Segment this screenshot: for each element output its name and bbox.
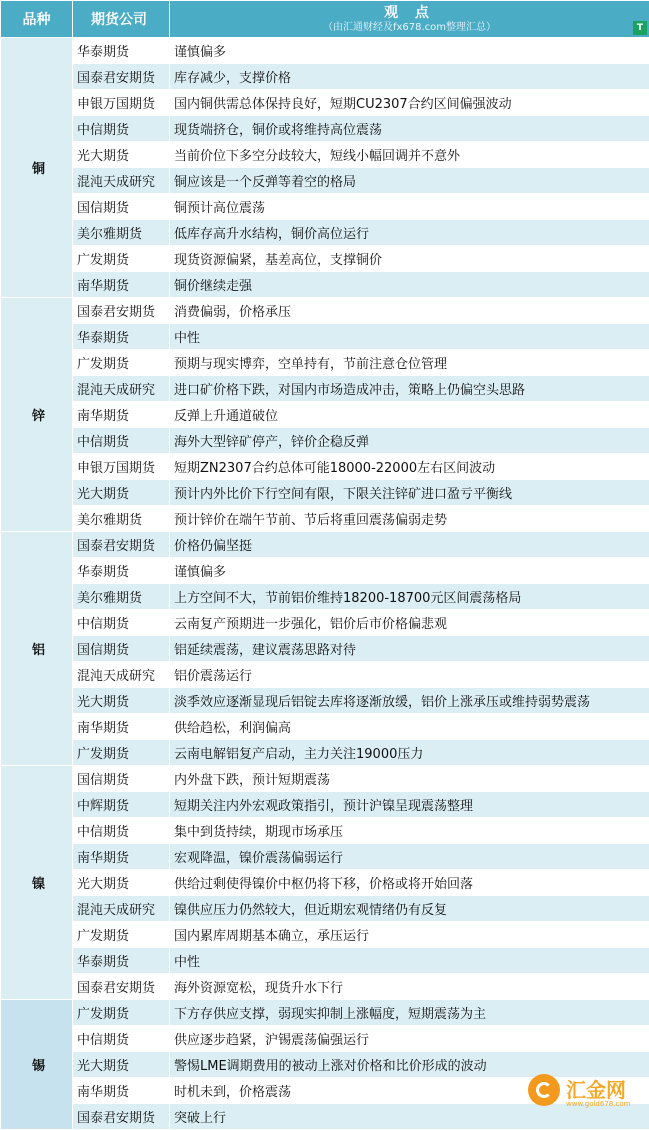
view-cell: 海外大型锌矿停产，锌价企稳反弹 bbox=[170, 428, 649, 454]
company-cell: 广发期货 bbox=[73, 1000, 170, 1026]
company-cell: 南华期货 bbox=[73, 272, 170, 298]
company-cell: 混沌天成研究 bbox=[73, 662, 170, 688]
table-row bbox=[1, 324, 649, 350]
table-row bbox=[1, 1000, 649, 1026]
table-row bbox=[1, 116, 649, 142]
view-cell: 海外资源宽松，现货升水下行 bbox=[170, 974, 649, 1000]
header-company: 期货公司 bbox=[73, 1, 170, 38]
table-row bbox=[1, 246, 649, 272]
view-cell: 进口矿价格下跌，对国内市场造成冲击，策略上仍偏空头思路 bbox=[170, 376, 649, 402]
view-cell: 铜预计高位震荡 bbox=[170, 194, 649, 220]
company-cell: 国泰君安期货 bbox=[73, 1104, 170, 1130]
view-cell: 谨慎偏多 bbox=[170, 38, 649, 64]
company-cell: 光大期货 bbox=[73, 870, 170, 896]
table-row bbox=[1, 350, 649, 376]
table-body bbox=[1, 38, 649, 1130]
company-cell: 广发期货 bbox=[73, 246, 170, 272]
table-row bbox=[1, 376, 649, 402]
table-row bbox=[1, 896, 649, 922]
view-cell: 突破上行 bbox=[170, 1104, 649, 1130]
view-cell: 供给趋松，利润偏高 bbox=[170, 714, 649, 740]
logo-icon bbox=[528, 1074, 560, 1106]
company-cell: 光大期货 bbox=[73, 1052, 170, 1078]
view-cell: 内外盘下跌，预计短期震荡 bbox=[170, 766, 649, 792]
company-cell: 国泰君安期货 bbox=[73, 298, 170, 324]
company-cell: 混沌天成研究 bbox=[73, 168, 170, 194]
company-cell: 华泰期货 bbox=[73, 324, 170, 350]
view-cell: 库存减少，支撑价格 bbox=[170, 64, 649, 90]
company-cell: 广发期货 bbox=[73, 922, 170, 948]
table-row bbox=[1, 142, 649, 168]
table-row bbox=[1, 818, 649, 844]
company-cell: 广发期货 bbox=[73, 350, 170, 376]
view-cell: 铜价继续走强 bbox=[170, 272, 649, 298]
table-row bbox=[1, 64, 649, 90]
table-row bbox=[1, 454, 649, 480]
view-cell: 云南复产预期进一步强化，铝价后市价格偏悲观 bbox=[170, 610, 649, 636]
view-cell: 预计锌价在端午节前、节后将重回震荡偏弱走势 bbox=[170, 506, 649, 532]
table-row bbox=[1, 402, 649, 428]
table-row bbox=[1, 428, 649, 454]
table-row bbox=[1, 870, 649, 896]
company-cell: 申银万国期货 bbox=[73, 454, 170, 480]
table-row bbox=[1, 948, 649, 974]
table-row bbox=[1, 974, 649, 1000]
company-cell: 国信期货 bbox=[73, 636, 170, 662]
view-cell: 中性 bbox=[170, 324, 649, 350]
view-cell: 谨慎偏多 bbox=[170, 558, 649, 584]
variety-cell: 锡 bbox=[1, 1000, 73, 1130]
watermark bbox=[528, 1072, 638, 1112]
view-cell: 现货端挤仓，铜价或将维持高位震荡 bbox=[170, 116, 649, 142]
view-cell: 上方空间不大，节前铝价维持18200-18700元区间震荡格局 bbox=[170, 584, 649, 610]
company-cell: 华泰期货 bbox=[73, 38, 170, 64]
view-cell: 反弹上升通道破位 bbox=[170, 402, 649, 428]
company-cell: 中信期货 bbox=[73, 818, 170, 844]
view-cell: 供应逐步趋紧，沪锡震荡偏强运行 bbox=[170, 1026, 649, 1052]
table-row bbox=[1, 792, 649, 818]
table-row bbox=[1, 90, 649, 116]
company-cell: 广发期货 bbox=[73, 740, 170, 766]
view-cell: 预计内外比价下行空间有限，下限关注锌矿进口盈亏平衡线 bbox=[170, 480, 649, 506]
table-row bbox=[1, 740, 649, 766]
watermark-url: www.gold678.com bbox=[566, 1100, 631, 1108]
view-cell: 淡季效应逐渐显现后铝锭去库将逐渐放缓，铝价上涨承压或维持弱势震荡 bbox=[170, 688, 649, 714]
company-cell: 华泰期货 bbox=[73, 948, 170, 974]
view-cell: 预期与现实博弈，空单持有，节前注意仓位管理 bbox=[170, 350, 649, 376]
view-cell: 时机未到，价格震荡 bbox=[170, 1078, 649, 1104]
company-cell: 中信期货 bbox=[73, 610, 170, 636]
header-variety: 品种 bbox=[1, 1, 73, 38]
view-cell: 国内累库周期基本确立，承压运行 bbox=[170, 922, 649, 948]
company-cell: 华泰期货 bbox=[73, 558, 170, 584]
view-cell: 下方存供应支撑，弱现实抑制上涨幅度，短期震荡为主 bbox=[170, 1000, 649, 1026]
company-cell: 美尔雅期货 bbox=[73, 584, 170, 610]
view-cell: 铝价震荡运行 bbox=[170, 662, 649, 688]
table-row bbox=[1, 922, 649, 948]
variety-cell: 镍 bbox=[1, 766, 73, 1000]
view-cell: 低库存高升水结构，铜价高位运行 bbox=[170, 220, 649, 246]
watermark-brand: 汇金网 bbox=[566, 1078, 626, 1102]
variety-cell: 铜 bbox=[1, 38, 73, 298]
table-row bbox=[1, 38, 649, 64]
table-row bbox=[1, 688, 649, 714]
table-row bbox=[1, 766, 649, 792]
view-cell: 集中到货持续，期现市场承压 bbox=[170, 818, 649, 844]
view-cell: 镍供应压力仍然较大，但近期宏观情绪仍有反复 bbox=[170, 896, 649, 922]
company-cell: 中辉期货 bbox=[73, 792, 170, 818]
variety-cell: 锌 bbox=[1, 298, 73, 532]
company-cell: 中信期货 bbox=[73, 428, 170, 454]
company-cell: 混沌天成研究 bbox=[73, 896, 170, 922]
company-cell: 国泰君安期货 bbox=[73, 974, 170, 1000]
view-cell: 云南电解铝复产启动，主力关注19000压力 bbox=[170, 740, 649, 766]
view-cell: 当前价位下多空分歧较大，短线小幅回调并不意外 bbox=[170, 142, 649, 168]
table-row bbox=[1, 610, 649, 636]
view-cell: 供给过剩使得镍价中枢仍将下移，价格或将开始回落 bbox=[170, 870, 649, 896]
company-cell: 光大期货 bbox=[73, 480, 170, 506]
company-cell: 南华期货 bbox=[73, 844, 170, 870]
table-row bbox=[1, 662, 649, 688]
company-cell: 美尔雅期货 bbox=[73, 220, 170, 246]
header-row bbox=[1, 1, 649, 38]
view-cell: 警惕LME调期费用的被动上涨对价格和比价形成的波动 bbox=[170, 1052, 649, 1078]
company-cell: 南华期货 bbox=[73, 402, 170, 428]
company-cell: 国信期货 bbox=[73, 194, 170, 220]
company-cell: 混沌天成研究 bbox=[73, 376, 170, 402]
view-cell: 宏观降温，镍价震荡偏弱运行 bbox=[170, 844, 649, 870]
table-row bbox=[1, 272, 649, 298]
header-view bbox=[170, 1, 649, 38]
table-row bbox=[1, 844, 649, 870]
company-cell: 美尔雅期货 bbox=[73, 506, 170, 532]
view-cell: 现货资源偏紧，基差高位，支撑铜价 bbox=[170, 246, 649, 272]
corner-badge-icon: T bbox=[633, 21, 647, 35]
view-cell: 国内铜供需总体保持良好，短期CU2307合约区间偏强波动 bbox=[170, 90, 649, 116]
table-row bbox=[1, 506, 649, 532]
view-cell: 铝延续震荡，建议震荡思路对待 bbox=[170, 636, 649, 662]
header-view-title: 观 点 bbox=[384, 4, 435, 21]
header-source-note: （由汇通财经及fx678.com整理汇总） bbox=[322, 21, 497, 33]
view-cell: 短期关注内外宏观政策指引，预计沪镍呈现震荡整理 bbox=[170, 792, 649, 818]
view-cell: 铜应该是一个反弹等着空的格局 bbox=[170, 168, 649, 194]
table-row bbox=[1, 558, 649, 584]
view-cell: 短期ZN2307合约总体可能18000-22000左右区间波动 bbox=[170, 454, 649, 480]
table-row bbox=[1, 1026, 649, 1052]
view-cell: 价格仍偏坚挺 bbox=[170, 532, 649, 558]
company-cell: 国泰君安期货 bbox=[73, 64, 170, 90]
table-row bbox=[1, 532, 649, 558]
company-cell: 申银万国期货 bbox=[73, 90, 170, 116]
table-row bbox=[1, 584, 649, 610]
table-row bbox=[1, 480, 649, 506]
company-cell: 国信期货 bbox=[73, 766, 170, 792]
company-cell: 中信期货 bbox=[73, 1026, 170, 1052]
view-cell: 中性 bbox=[170, 948, 649, 974]
company-cell: 中信期货 bbox=[73, 116, 170, 142]
view-cell: 消费偏弱，价格承压 bbox=[170, 298, 649, 324]
table-row bbox=[1, 220, 649, 246]
variety-cell: 铝 bbox=[1, 532, 73, 766]
company-cell: 南华期货 bbox=[73, 1078, 170, 1104]
company-cell: 国泰君安期货 bbox=[73, 532, 170, 558]
table-row bbox=[1, 636, 649, 662]
company-cell: 南华期货 bbox=[73, 714, 170, 740]
company-cell: 光大期货 bbox=[73, 688, 170, 714]
company-cell: 光大期货 bbox=[73, 142, 170, 168]
table-row bbox=[1, 194, 649, 220]
table-row bbox=[1, 168, 649, 194]
table-row bbox=[1, 714, 649, 740]
table-row bbox=[1, 298, 649, 324]
